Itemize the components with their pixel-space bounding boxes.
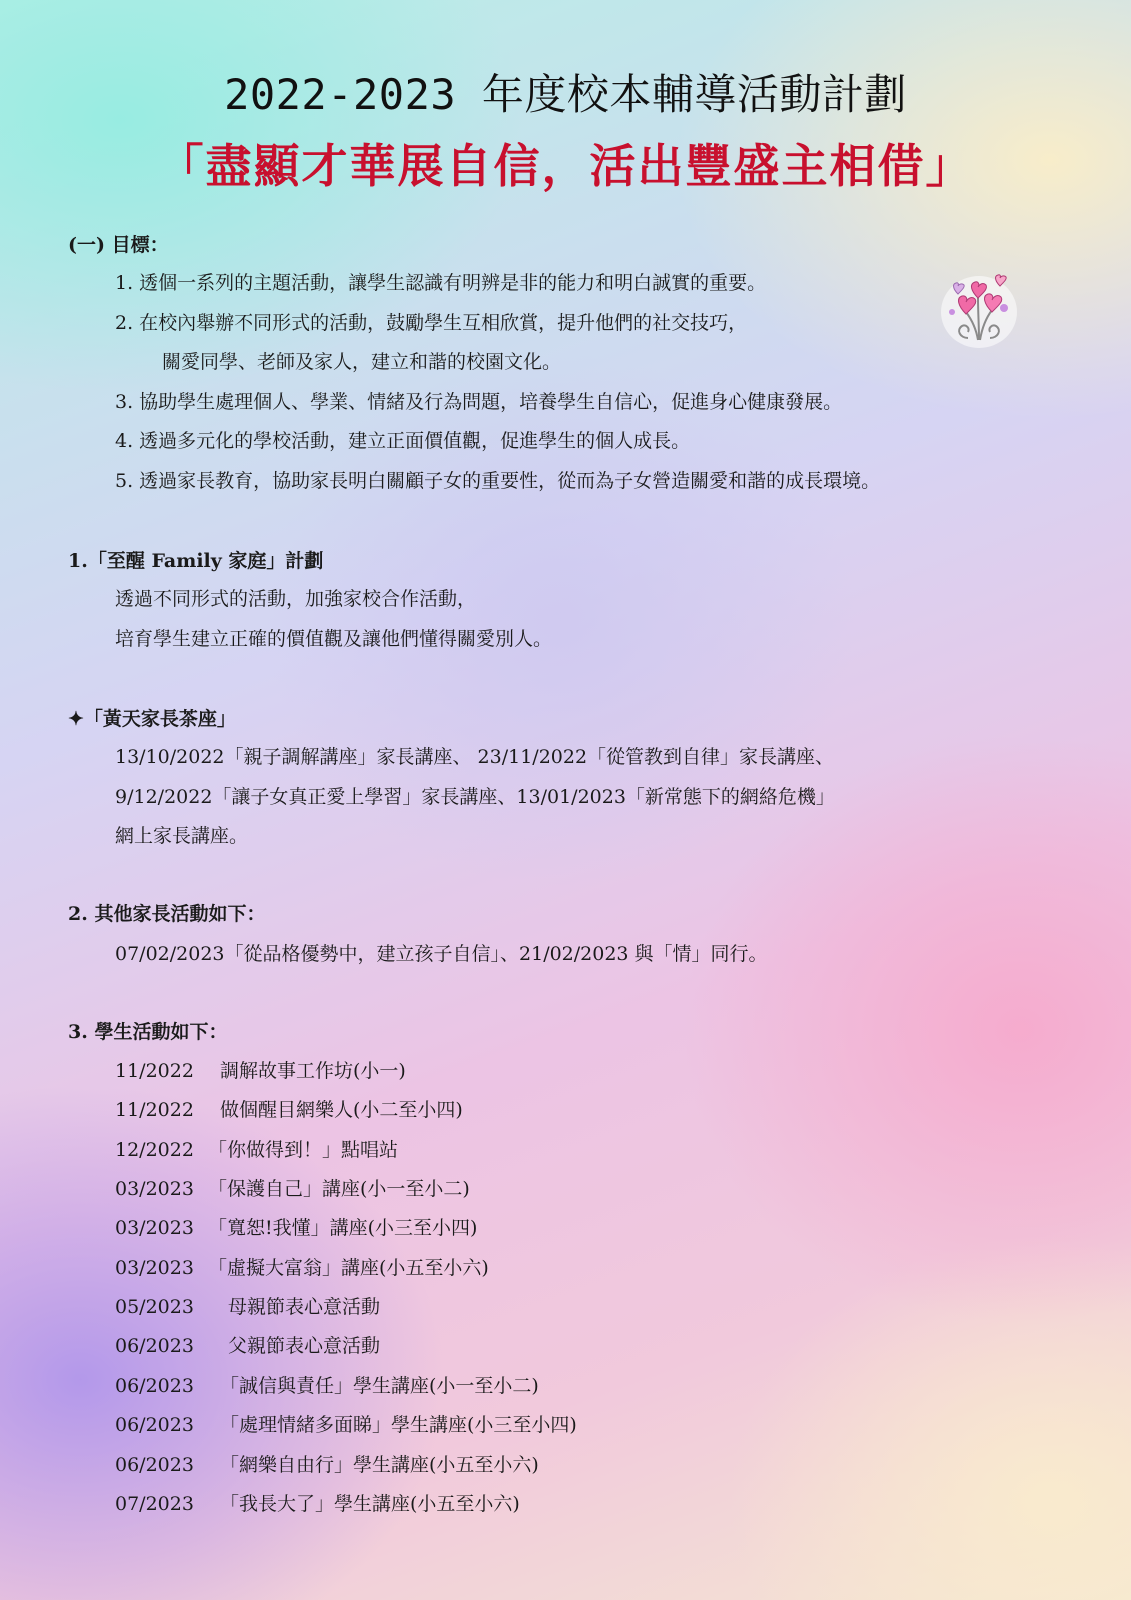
goal-item-continuation: 關愛同學、老師及家人，建立和諧的校園文化。 (162, 351, 562, 373)
student-activities-heading: 3. 學生活動如下： (68, 1021, 228, 1043)
page-title: 2022-2023 年度校本輔導活動計劃 (224, 70, 907, 119)
student-activity-title: 「處理情緒多面睇」學生講座(小三至小四) (220, 1414, 577, 1436)
family-plan-text: 培育學生建立正確的價值觀及讓他們懂得關愛別人。 (115, 628, 553, 650)
student-activity-date: 07/2023 (115, 1493, 194, 1515)
parent-activities-heading: 2. 其他家長活動如下： (68, 903, 266, 925)
student-activity-title: 「網樂自由行」學生講座(小五至小六) (220, 1454, 539, 1476)
student-activity-date: 11/2022 (115, 1099, 194, 1121)
student-activity-date: 06/2023 (115, 1375, 194, 1397)
student-activity-title: 「保護自己」講座(小一至小二) (208, 1178, 470, 1200)
student-activity-date: 03/2023 (115, 1178, 194, 1200)
page-subtitle: 「盡顯才華展自信，活出豐盛主相借」 (157, 139, 974, 193)
tea-gathering-text: 13/10/2022「親子調解講座」家長講座、 23/11/2022「從管教到自律」家長講座、 (115, 746, 835, 768)
goal-item: 5. 透過家長教育，協助家長明白關顧子女的重要性，從而為子女營造關愛和諧的成長環境。 (115, 470, 881, 492)
student-activity-title: 「你做得到！」點唱站 (208, 1139, 399, 1161)
student-activity-title: 父親節表心意活動 (228, 1335, 381, 1357)
student-activity-title: 做個醒目網樂人(小二至小四) (220, 1099, 463, 1121)
student-activity-title: 「寬恕!我懂」講座(小三至小四) (208, 1217, 478, 1239)
student-activity-date: 06/2023 (115, 1414, 194, 1436)
student-activity-date: 03/2023 (115, 1217, 194, 1239)
goal-item: 1. 透個一系列的主題活動，讓學生認識有明辨是非的能力和明白誠實的重要。 (115, 272, 767, 294)
goal-item: 2. 在校內舉辦不同形式的活動，鼓勵學生互相欣賞，提升他們的社交技巧， (115, 312, 748, 334)
parent-activities-text: 07/02/2023「從品格優勢中，建立孩子自信」、21/02/2023 與「情」同行。 (115, 943, 768, 965)
tea-gathering-text: 網上家長講座。 (115, 825, 249, 847)
student-activity-date: 11/2022 (115, 1060, 194, 1082)
student-activity-date: 05/2023 (115, 1296, 194, 1318)
heart-bouquet-icon (938, 268, 1020, 352)
goals-heading: (一) 目標： (68, 234, 169, 256)
student-activity-title: 母親節表心意活動 (228, 1296, 381, 1318)
family-plan-heading: 1.「至醒 Family 家庭」計劃 (68, 550, 324, 572)
student-activity-date: 06/2023 (115, 1454, 194, 1476)
family-plan-text: 透過不同形式的活動，加強家校合作活動， (115, 588, 477, 610)
goal-item: 3. 協助學生處理個人、學業、情緒及行為問題，培養學生自信心，促進身心健康發展。 (115, 391, 843, 413)
tea-gathering-text: 9/12/2022「讓子女真正愛上學習」家長講座、13/01/2023「新常態下的網絡危機」 (115, 786, 835, 808)
student-activity-date: 12/2022 (115, 1139, 194, 1161)
student-activity-title: 「誠信與責任」學生講座(小一至小二) (220, 1375, 539, 1397)
student-activity-title: 調解故事工作坊(小一) (220, 1060, 406, 1082)
student-activity-title: 「我長大了」學生講座(小五至小六) (220, 1493, 520, 1515)
student-activity-date: 06/2023 (115, 1335, 194, 1357)
student-activity-date: 03/2023 (115, 1257, 194, 1279)
student-activity-title: 「虛擬大富翁」講座(小五至小六) (208, 1257, 489, 1279)
goal-item: 4. 透過多元化的學校活動，建立正面價值觀，促進學生的個人成長。 (115, 430, 691, 452)
tea-gathering-heading: ✦「黃天家長茶座」 (68, 708, 236, 730)
